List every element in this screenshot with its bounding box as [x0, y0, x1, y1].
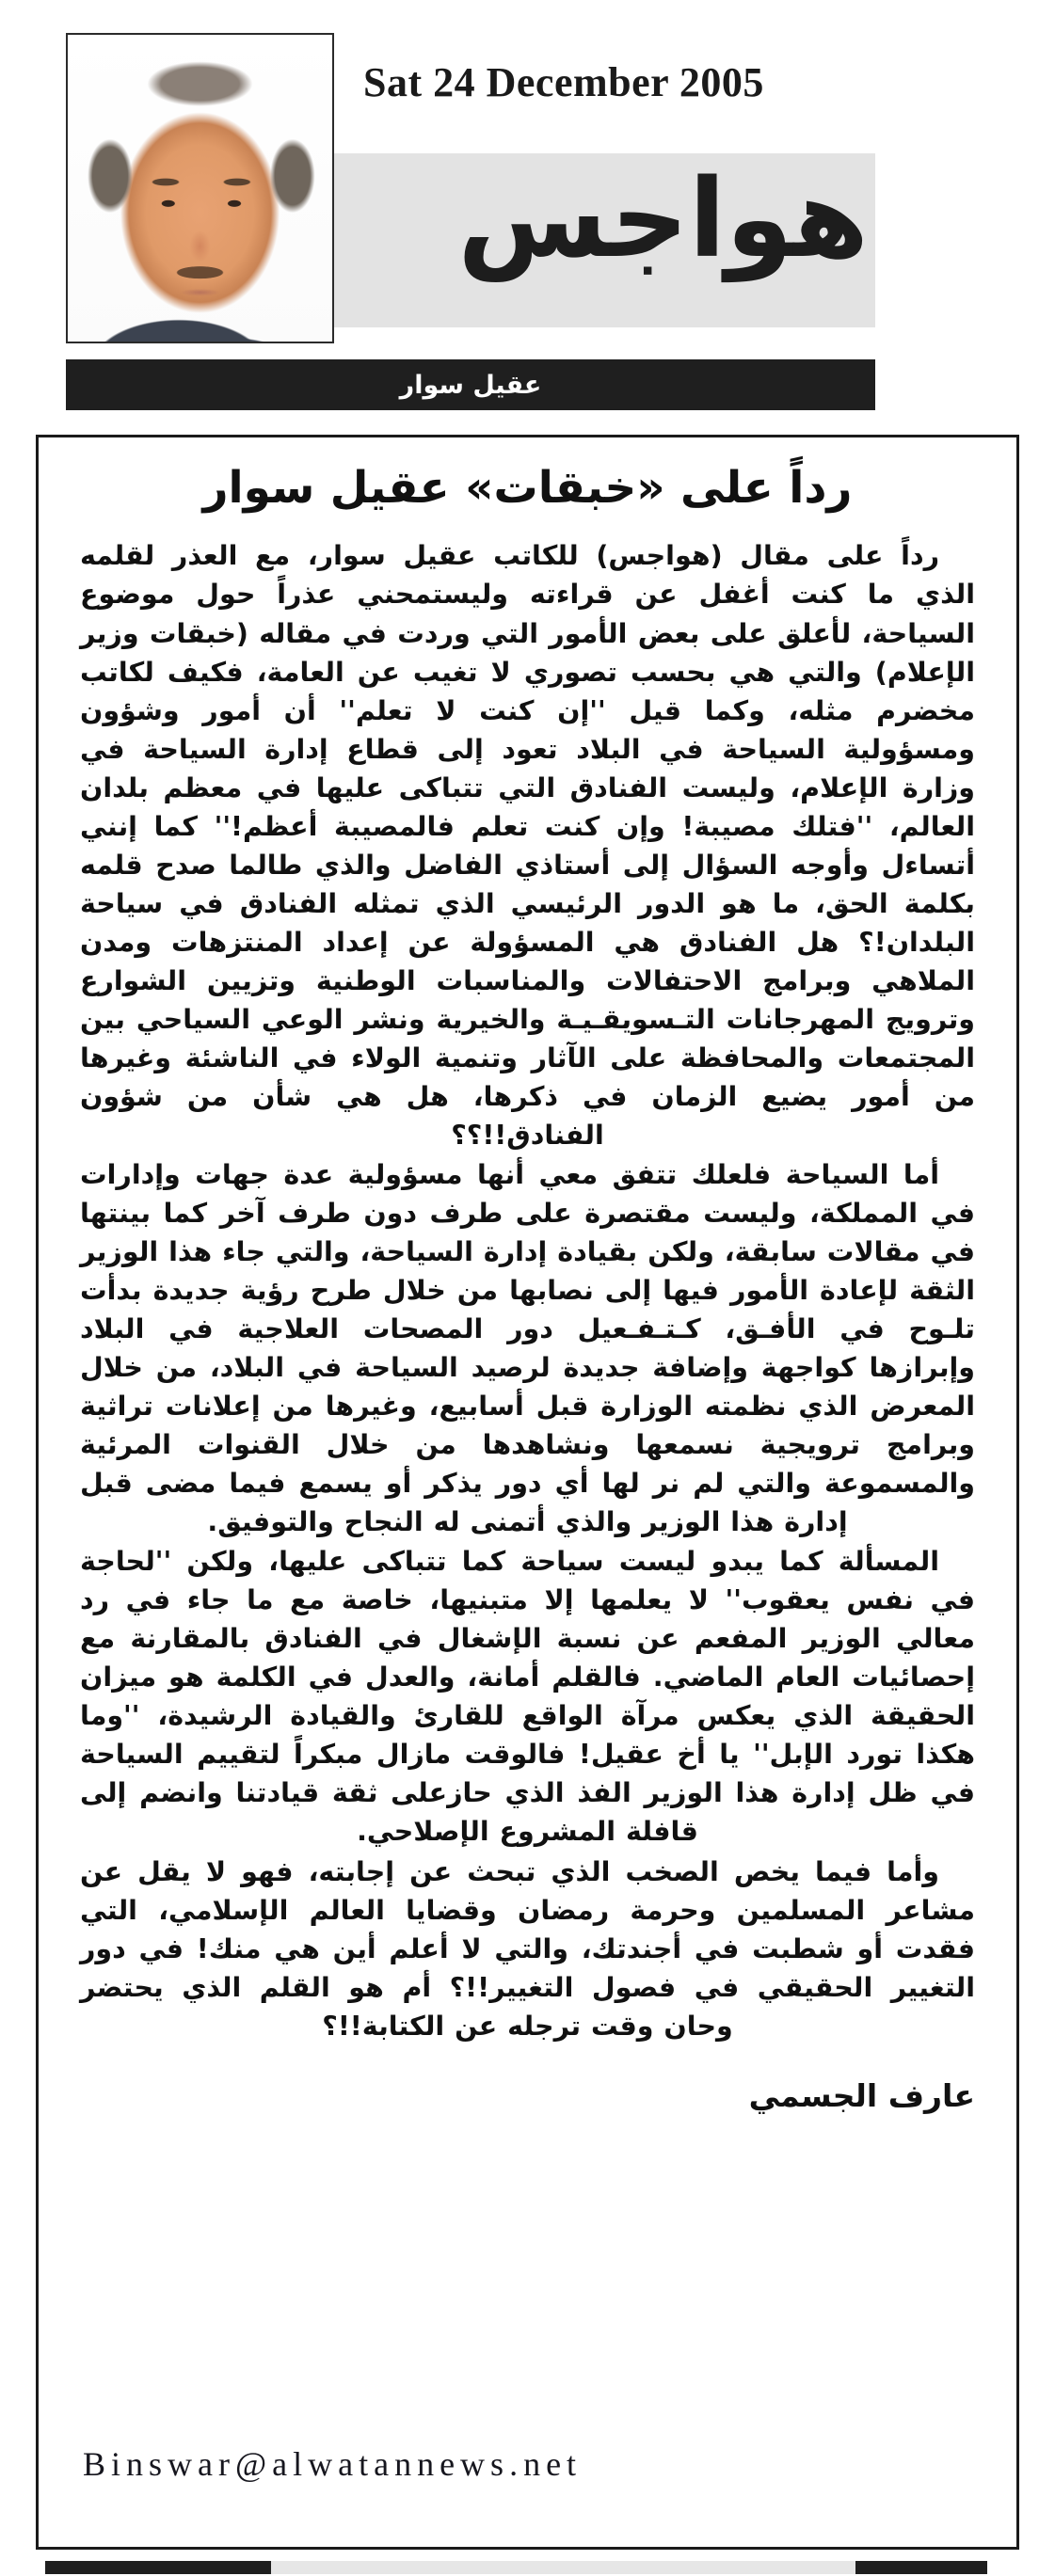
- columnist-byline-bar: [66, 359, 875, 410]
- footer-black-block-right: [855, 2561, 987, 2574]
- author-signature: عارف الجسمي: [748, 2076, 975, 2114]
- article-headline: رداً على «خبقات» عقيل سوار: [202, 462, 853, 514]
- article-body: [80, 536, 975, 2044]
- columnist-portrait-frame: [66, 33, 334, 343]
- columnist-name: عقيل سوار: [399, 370, 542, 400]
- article-container: [36, 435, 1019, 2550]
- column-title: هواجس: [457, 156, 869, 282]
- article-paragraph: وأما فيما يخص الصخب الذي تبحث عن إجابته، فهو لا يقل عن مشاعر المسلمين وحرمة رمضان وقضايا العالم الإسلامي، التي فقدت أو شطبت في أجندتك، والتي لا أعلم أين هي منك! في دور التغيير الحقيقي في فصول التغيير!!؟ أم هو القلم الذي يحتضر وحان وقت ترجله عن الكتابة!!؟: [80, 1855, 975, 2042]
- page-footer-strip: [45, 2561, 987, 2574]
- columnist-portrait-photo: [68, 35, 332, 342]
- footer-black-block-left: [45, 2561, 271, 2574]
- publication-date: Sat 24 December 2005: [363, 59, 764, 105]
- article-paragraph: المسألة كما يبدو ليست سياحة كما تتباكى عليها، ولكن ''لحاجة في نفس يعقوب'' لا يعلمها إلا متبنيها، خاصة مع ما جاء في رد معالي الوزير المفعم عن نسبة الإشغال في الفنادق بالمقارنة مع إحصائيات العام الماضي. فالقلم أمانة، والعدل في الكلمة هو ميزان الحقيقة الذي يعكس مرآة الواقع للقارئ والقيادة الرشيدة، ''وما هكذا تورد الإبل'' يا أخ عقيل! فالوقت مازال مبكراً لتقييم السياحة في ظل إدارة هذا الوزير الفذ الذي حازعلى ثقة قيادتنا وانضم إلى قافلة المشروع الإصلاحي.: [80, 1546, 975, 1848]
- author-email[interactable]: Binswar@alwatannews.net: [83, 2445, 583, 2483]
- article-paragraph: أما السياحة فلعلك تتفق معي أنها مسؤولية عدة جهات وإدارات في المملكة، وليست مقتصرة على طرف دون طرف آخر كما بينتها في مقالات سابقة، ولكن بقيادة إدارة السياحة، والتي جاء هذا الوزير الثقة لإعادة الأمور فيها إلى نصابها من خلال طرح رؤية جديدة بدأت تلـوح في الأفـق، كـتـفـعيل دور المصحات العلاجية في البلاد وإبرازها كواجهة وإضافة جديدة لرصيد السياحة في البلاد، من خلال المعرض الذي نظمته الوزارة قبل أسابيع، وغيرها من إعلانات تراثية وبرامج ترويجية نسمعها ونشاهدها من خلال القنوات المرئية والمسموعة والتي لم نر لها أي دور يذكر أو يسمع فيما مضى قبل إدارة هذا الوزير والذي أتمنى له النجاح والتوفيق.: [80, 1158, 975, 1538]
- masthead: [0, 0, 1055, 400]
- article-paragraph: رداً على مقال (هواجس) للكاتب عقيل سوار، مع العذر لقلمه الذي ما كنت أغفل عن قراءته وليستمحني عذراً حول موضوع السياحة، لأعلق على بعض الأمور التي وردت في مقاله (خبقات وزير الإعلام) والتي هي بحسب تصوري لا تغيب عن العامة، فكيف لكاتب مخضرم مثله، وكما قيل ''إن كنت لا تعلم'' أن أمور وشؤون ومسؤولية السياحة في البلاد تعود إلى قطاع إدارة السياحة في وزارة الإعلام، وليست الفنادق التي تتباكى عليها في معظم بلدان العالم، ''فتلك مصيبة! وإن كنت تعلم فالمصيبة أعظم!'' كما إنني أتساءل وأوجه السؤال إلى أستاذي الفاضل والذي طالما صدح قلمه بكلمة الحق، ما هو الدور الرئيسي الذي تمثله الفنادق في سياحة البلدان!؟ هل الفنادق هي المسؤولة عن إعداد المنتزهات ومدن الملاهي وبرامج الاحتفالات والمناسبات الوطنية وتزيين الشوارع وترويج المهرجانات التـسويقـيـة والخيرية ونشر الوعي السياحي بين المجتمعات والمحافظة على الآثار وتنمية الولاء في الناشئة وغيرها من أمور يضيع الزمان في ذكرها، هل هي شأن من شؤون الفنادق!!؟؟: [80, 540, 975, 1151]
